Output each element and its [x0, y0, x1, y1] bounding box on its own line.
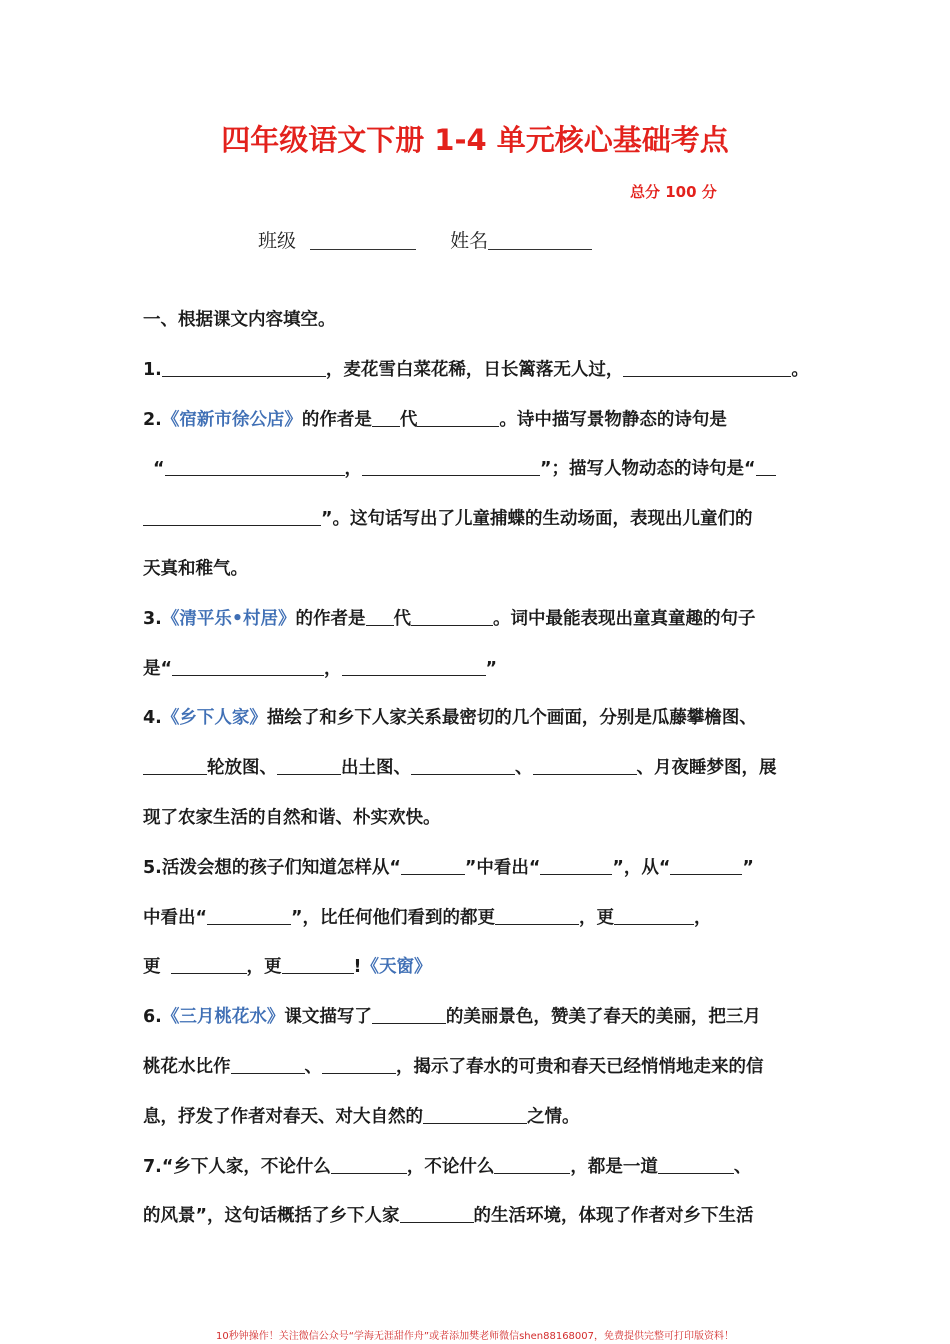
- q2-a: 的作者是: [301, 409, 372, 430]
- q4-b: 轮放图、: [207, 758, 277, 779]
- question-2-line-2: [143, 445, 813, 495]
- q5-blank-4[interactable]: [207, 904, 291, 925]
- q4-book-title: 《乡下人家》: [161, 708, 267, 729]
- q2-c: 。诗中描写景物静态的诗句是: [499, 409, 727, 430]
- q2-blank-dynamic-2[interactable]: [143, 505, 321, 526]
- q4-a: 描绘了和乡下人家关系最密切的几个画面，分别是瓜藤攀檐图、: [266, 708, 757, 729]
- q6-e: ，揭示了春水的可贵和春天已经悄悄地走来的信: [396, 1056, 764, 1077]
- class-blank[interactable]: [310, 229, 416, 250]
- q3-c: 。词中最能表现出童真童趣的句子: [493, 608, 756, 629]
- q3-blank-1[interactable]: [172, 655, 324, 676]
- q7-e: 的风景”，这句话概括了乡下人家: [143, 1206, 400, 1227]
- q5-f: ”，比任何他们看到的都更: [291, 907, 496, 928]
- student-info: [258, 226, 592, 253]
- q2-b: 代: [399, 409, 418, 430]
- q2-num: 2.: [143, 409, 162, 430]
- q7-blank-1[interactable]: [331, 1153, 407, 1174]
- q5-g: ，更: [579, 907, 615, 928]
- question-3-line-1: [143, 595, 813, 645]
- question-2-line-1: [143, 396, 813, 446]
- question-6-line-1: [143, 993, 813, 1043]
- q2-e: ”。这句话写出了儿童捕蝶的生动场面，表现出儿童们的: [321, 509, 753, 530]
- q4-blank-4[interactable]: [533, 754, 637, 775]
- q3-blank-author[interactable]: [411, 605, 493, 626]
- q3-close: ”: [485, 658, 498, 679]
- q1-num: 1.: [143, 359, 162, 380]
- q1-middle: ，麦花雪白菜花稀，日长篱落无人过，: [325, 359, 624, 380]
- footer-note: 10秒钟操作！关注微信公众号“学海无涯甜作舟”或者添加樊老师微信shen88168007，免费提供完整可打印版资料！: [215, 1331, 735, 1342]
- q2-blank-static-2[interactable]: [362, 455, 540, 476]
- question-5-line-1: [143, 844, 813, 894]
- q6-b: 的美丽景色，赞美了春天的美丽，把三月: [445, 1007, 761, 1028]
- question-2-line-4: [143, 545, 813, 595]
- q6-blank-2[interactable]: [231, 1053, 305, 1074]
- q7-d: 、: [733, 1156, 752, 1177]
- q3-book-title: 《清平乐•村居》: [161, 608, 296, 629]
- q5-b: ”中看出“: [464, 857, 541, 878]
- q2-f: 天真和稚气。: [143, 558, 248, 579]
- q5-c: ”，从“: [612, 857, 671, 878]
- q5-blank-5[interactable]: [495, 904, 579, 925]
- q5-blank-3[interactable]: [670, 854, 742, 875]
- q5-k: !: [353, 957, 362, 978]
- name-label: 姓名: [450, 230, 489, 252]
- name-blank[interactable]: [488, 229, 592, 250]
- section-heading: [143, 296, 813, 346]
- q5-blank-8[interactable]: [282, 953, 354, 974]
- question-5-line-3: [143, 943, 813, 993]
- q1-blank-2[interactable]: [623, 356, 791, 377]
- q4-c: 出土图、: [341, 758, 411, 779]
- q3-num: 3.: [143, 608, 162, 629]
- q7-b: ，不论什么: [406, 1156, 495, 1177]
- q6-f: 息，抒发了作者对春天、对大自然的: [143, 1106, 423, 1127]
- page-title: 四年级语文下册 1-4 单元核心基础考点: [221, 123, 729, 157]
- q5-blank-6[interactable]: [614, 904, 694, 925]
- q7-f: 的生活环境，体现了作者对乡下生活: [473, 1206, 754, 1227]
- q4-num: 4.: [143, 708, 162, 729]
- q3-comma: ，: [324, 658, 342, 679]
- q6-blank-3[interactable]: [322, 1053, 396, 1074]
- q5-j: ，更: [246, 957, 282, 978]
- q7-blank-2[interactable]: [494, 1153, 570, 1174]
- q4-blank-2[interactable]: [277, 754, 341, 775]
- question-1: [143, 346, 813, 396]
- q5-h: ，: [694, 907, 712, 928]
- q6-num: 6.: [143, 1007, 162, 1028]
- q7-blank-4[interactable]: [400, 1202, 474, 1223]
- q4-e: 现了农家生活的自然和谐、朴实欢快。: [143, 807, 441, 828]
- q6-a: 课文描写了: [284, 1007, 372, 1028]
- q7-a: 7.“乡下人家，不论什么: [143, 1156, 331, 1177]
- section-heading-text: 一、根据课文内容填空。: [143, 310, 336, 330]
- q6-blank-1[interactable]: [372, 1003, 446, 1024]
- q3-a: 的作者是: [295, 608, 366, 629]
- q5-blank-1[interactable]: [401, 854, 465, 875]
- q2-blank-dynasty[interactable]: [372, 406, 400, 427]
- q7-c: ，都是一道: [570, 1156, 658, 1177]
- q2-book-title: 《宿新市徐公店》: [161, 409, 302, 430]
- question-content: [143, 296, 813, 1242]
- question-4-line-2: [143, 744, 813, 794]
- question-6-line-3: [143, 1093, 813, 1143]
- q2-d: ”；描写人物动态的诗句是“: [540, 459, 756, 480]
- total-score: 总分 100 分: [630, 183, 717, 201]
- q3-blank-2[interactable]: [342, 655, 486, 676]
- question-6-line-2: [143, 1043, 813, 1093]
- question-5-line-2: [143, 894, 813, 944]
- question-2-line-3: [143, 495, 813, 545]
- q6-c: 桃花水比作: [143, 1056, 231, 1077]
- q1-blank-1[interactable]: [162, 356, 326, 377]
- q5-book-title: 《天窗》: [361, 957, 432, 978]
- question-4-line-3: [143, 794, 813, 844]
- q5-blank-7[interactable]: [171, 953, 247, 974]
- q5-i: 更: [143, 957, 161, 978]
- class-label: 班级: [258, 230, 297, 252]
- q6-d: 、: [304, 1056, 322, 1077]
- q1-end: 。: [791, 359, 809, 380]
- question-4-line-1: [143, 694, 813, 744]
- q6-blank-4[interactable]: [423, 1103, 527, 1124]
- q5-e: 中看出“: [143, 907, 208, 928]
- q5-d: ”: [742, 857, 754, 878]
- q2-comma: ，: [344, 459, 363, 480]
- q2-blank-static-1[interactable]: [165, 455, 345, 476]
- q2-open: “: [153, 459, 165, 480]
- q3-d: 是“: [143, 658, 173, 679]
- q4-blank-3[interactable]: [411, 754, 515, 775]
- q5-blank-2[interactable]: [540, 854, 612, 875]
- q3-b: 代: [393, 608, 412, 629]
- question-7-line-1: [143, 1143, 813, 1193]
- q3-blank-dynasty[interactable]: [366, 605, 394, 626]
- q4-blank-1[interactable]: [143, 754, 207, 775]
- q4-dun: 、: [515, 758, 533, 779]
- q5-a: 5.活泼会想的孩子们知道怎样从“: [143, 857, 401, 878]
- q7-blank-3[interactable]: [658, 1153, 734, 1174]
- q4-d: 、月夜睡梦图，展: [636, 758, 777, 779]
- q6-g: 之情。: [527, 1106, 580, 1127]
- question-7-line-2: [143, 1192, 813, 1242]
- q6-book-title: 《三月桃花水》: [161, 1007, 285, 1028]
- q2-blank-dynamic-1[interactable]: [756, 455, 776, 476]
- question-3-line-2: [143, 645, 813, 695]
- q2-blank-author[interactable]: [417, 406, 499, 427]
